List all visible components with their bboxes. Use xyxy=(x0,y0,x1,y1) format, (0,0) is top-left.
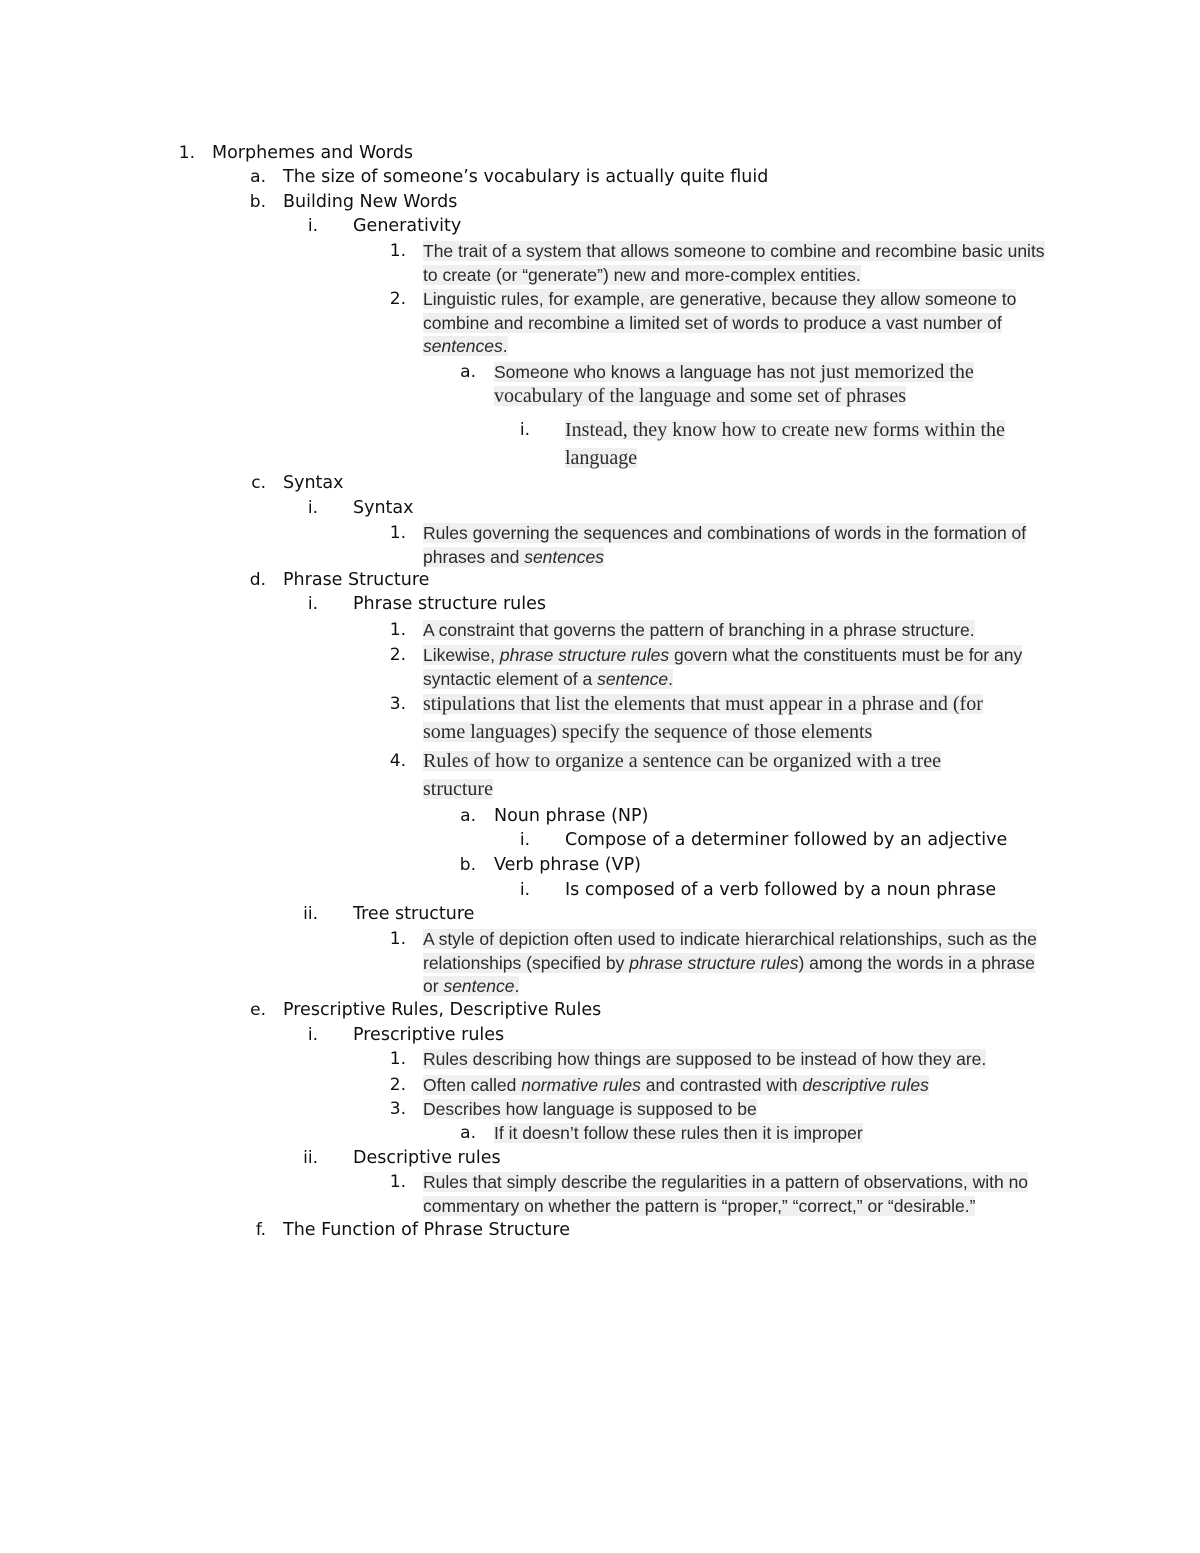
list-item-text: syntactic element of a sentence. xyxy=(423,668,674,689)
list-item-text: Generativity xyxy=(353,216,462,236)
list-marker: 2. xyxy=(389,289,406,309)
list-marker: i. xyxy=(307,498,318,518)
list-item-text: Tree structure xyxy=(353,904,475,924)
list-item-text: Descriptive rules xyxy=(353,1148,501,1168)
list-marker: 1. xyxy=(178,143,195,163)
list-item-text: Phrase Structure xyxy=(283,570,430,590)
list-item-text: relationships (specified by phrase structure rules) among the words in a phrase xyxy=(423,952,1035,973)
list-item-text: Someone who knows a language has not just memorized the xyxy=(494,361,974,383)
list-marker: 2. xyxy=(389,645,406,665)
list-marker: 3. xyxy=(389,694,406,714)
list-marker: b. xyxy=(249,192,266,212)
list-item-text: Likewise, phrase structure rules govern what the constituents must be for any xyxy=(423,645,1023,665)
list-marker: i. xyxy=(307,1025,318,1045)
list-item-text: Prescriptive Rules, Descriptive Rules xyxy=(283,1000,602,1020)
list-marker: b. xyxy=(459,855,476,875)
list-item-text: Building New Words xyxy=(283,192,458,212)
list-marker: d. xyxy=(249,570,266,590)
list-marker: 1. xyxy=(389,523,406,543)
list-item-text: If it doesn’t follow these rules then it is improper xyxy=(494,1123,863,1143)
list-item-text: Rules governing the sequences and combinations of words in the formation of xyxy=(423,523,1027,543)
list-marker: 1. xyxy=(389,1172,406,1192)
list-item-text: A style of depiction often used to indicate hierarchical relationships, such as the xyxy=(423,929,1037,949)
list-marker: a. xyxy=(250,167,266,187)
list-marker: i. xyxy=(519,830,530,850)
list-marker: 1. xyxy=(389,929,406,949)
list-marker: 4. xyxy=(389,751,406,771)
list-marker: 1. xyxy=(389,1049,406,1069)
list-marker: a. xyxy=(460,806,476,826)
list-item-text: stipulations that list the elements that must appear in a phrase and (for xyxy=(423,693,983,715)
list-item-text: language xyxy=(565,447,638,469)
list-item-text: Often called normative rules and contrasted with descriptive rules xyxy=(423,1075,929,1095)
list-item-text: phrases and sentences xyxy=(423,546,604,567)
list-item-text: commentary on whether the pattern is “proper,” “correct,” or “desirable.” xyxy=(423,1195,976,1216)
list-item-text: combine and recombine a limited set of words to produce a vast number of xyxy=(423,312,1002,333)
list-marker: 1. xyxy=(389,241,406,261)
list-item-text: A constraint that governs the pattern of branching in a phrase structure. xyxy=(423,620,975,640)
list-item-text: Instead, they know how to create new forms within the xyxy=(565,419,1005,441)
list-marker: c. xyxy=(251,473,266,493)
list-marker: a. xyxy=(460,1123,476,1143)
list-item-text: Is composed of a verb followed by a noun phrase xyxy=(565,880,997,900)
list-marker: 2. xyxy=(389,1075,406,1095)
list-marker: ii. xyxy=(303,904,318,924)
list-marker: ii. xyxy=(303,1148,318,1168)
list-item-text: The Function of Phrase Structure xyxy=(283,1220,570,1240)
list-marker: i. xyxy=(519,880,530,900)
list-item-text: Morphemes and Words xyxy=(212,143,414,163)
list-marker: a. xyxy=(460,362,476,382)
list-marker: e. xyxy=(250,1000,266,1020)
list-item-text: Syntax xyxy=(353,498,414,518)
list-item-text: Rules of how to organize a sentence can be organized with a tree xyxy=(423,750,941,772)
list-item-text: vocabulary of the language and some set of phrases xyxy=(494,384,907,407)
list-item-text: Verb phrase (VP) xyxy=(494,855,641,875)
list-marker: i. xyxy=(519,420,530,440)
list-item-text: to create (or “generate”) new and more-complex entities. xyxy=(423,264,861,285)
list-item-text: Prescriptive rules xyxy=(353,1025,505,1045)
list-item-text: Noun phrase (NP) xyxy=(494,806,649,826)
list-marker: f. xyxy=(255,1220,266,1240)
list-marker: i. xyxy=(307,216,318,236)
list-item-text: Syntax xyxy=(283,473,344,493)
list-item-text: some languages) specify the sequence of those elements xyxy=(423,721,873,743)
list-item-text: structure xyxy=(423,778,493,800)
list-item-text: Linguistic rules, for example, are generative, because they allow someone to xyxy=(423,289,1017,309)
list-marker: 1. xyxy=(389,620,406,640)
list-item-text: The size of someone’s vocabulary is actually quite fluid xyxy=(283,167,769,187)
list-item-text: Phrase structure rules xyxy=(353,594,547,614)
list-item-text: or sentence. xyxy=(423,976,520,996)
list-item-text: Compose of a determiner followed by an adjective xyxy=(565,830,1008,850)
list-item-text: Describes how language is supposed to be xyxy=(423,1099,757,1119)
list-item-text: Rules describing how things are supposed to be instead of how they are. xyxy=(423,1049,987,1069)
list-item-text: The trait of a system that allows someone to combine and recombine basic units xyxy=(423,241,1045,261)
list-marker: 3. xyxy=(389,1099,406,1119)
list-item-text: sentences. xyxy=(423,336,508,356)
list-marker: i. xyxy=(307,594,318,614)
list-item-text: Rules that simply describe the regularities in a pattern of observations, with no xyxy=(423,1172,1029,1192)
